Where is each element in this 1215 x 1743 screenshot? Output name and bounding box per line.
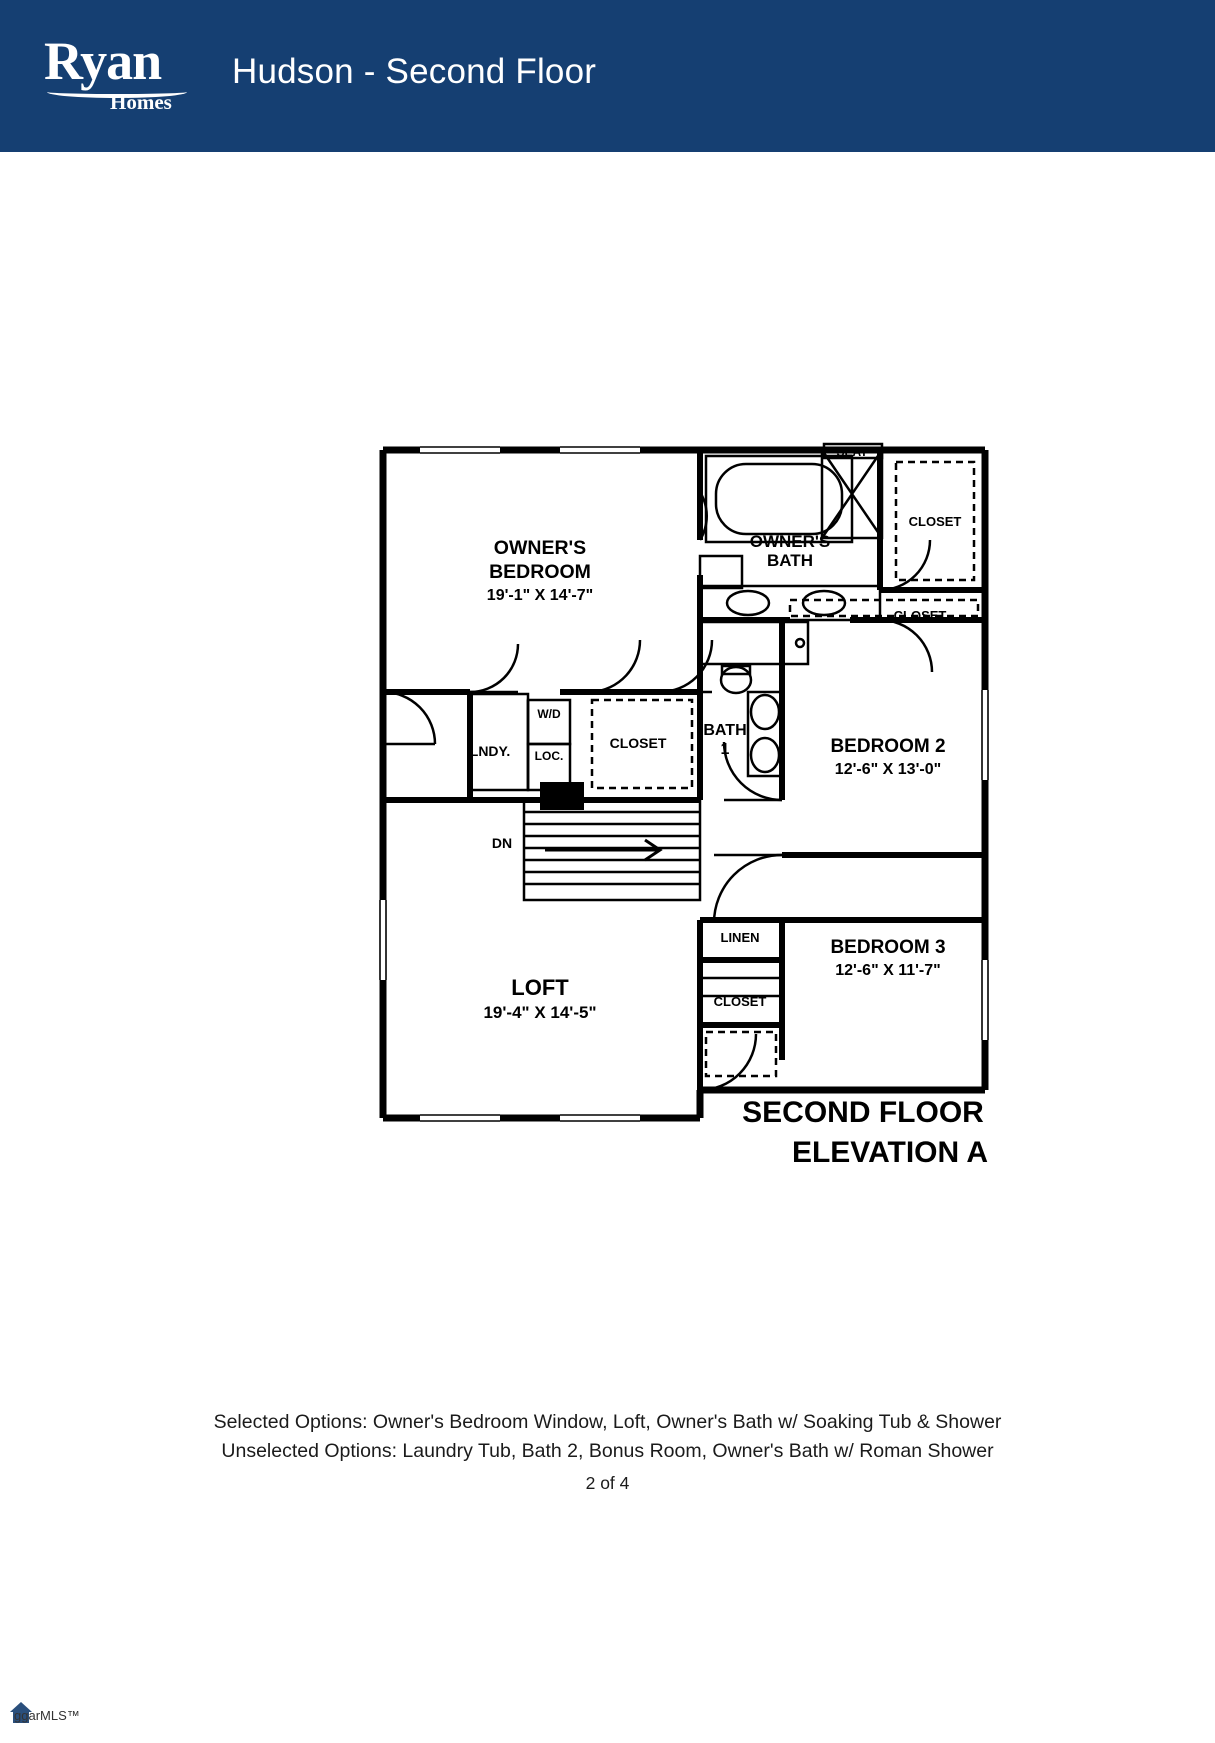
room-label-bath-1: BATH [703, 722, 747, 739]
label-linen: LINEN [720, 930, 760, 945]
room-label-bedroom-3: BEDROOM 3 [830, 937, 946, 958]
mls-label: ggarMLS™ [14, 1708, 80, 1723]
room-label-owners-bath-2: BATH [767, 551, 813, 570]
label-stairs-down: DN [491, 835, 513, 851]
logo-sub-text: Homes [110, 90, 172, 114]
room-dims-bedroom-2: 12'-6" X 13'-0" [834, 761, 942, 778]
room-dims-owners-bedroom: 19'-1" X 14'-7" [486, 587, 594, 604]
label-closet-owners-big: CLOSET [908, 514, 962, 529]
room-label-bedroom-2: BEDROOM 2 [830, 736, 946, 757]
room-label-owners-bedroom-2: BEDROOM [489, 561, 591, 583]
label-closet-owners-small: CLOSET [893, 608, 947, 623]
label-washer-dryer: W/D [537, 707, 561, 721]
page-number: 2 of 4 [585, 1473, 630, 1493]
label-closet-bedroom-3: CLOSET [713, 994, 767, 1009]
page-title: Hudson - Second Floor [232, 52, 597, 91]
mls-watermark [10, 1700, 130, 1734]
plan-caption-line1: SECOND FLOOR [742, 1096, 984, 1129]
logo-brand-text: Ryan [44, 31, 162, 91]
label-closet-hall: CLOSET [609, 735, 667, 751]
options-notes [0, 1408, 1215, 1498]
room-dims-bedroom-3: 12'-6" X 11'-7" [835, 962, 941, 979]
plan-caption-line2: ELEVATION A [791, 1136, 989, 1169]
selected-options-text: Selected Options: Owner's Bedroom Window, Loft, Owner's Bath w/ Soaking Tub & Shower [213, 1411, 1002, 1433]
room-dims-loft: 19'-4" X 14'-5" [483, 1003, 597, 1022]
room-label-loft: LOFT [511, 975, 569, 1000]
label-laundry: LNDY. [469, 743, 511, 759]
label-seat: SEAT [836, 445, 868, 459]
bath-1-number: 1 [720, 741, 730, 758]
room-label-owners-bath: OWNER'S [749, 532, 831, 551]
unselected-options-text: Unselected Options: Laundry Tub, Bath 2, Bonus Room, Owner's Bath w/ Roman Shower [221, 1440, 994, 1462]
label-loc: LOC. [534, 749, 564, 763]
room-label-owners-bedroom: OWNER'S [493, 537, 587, 559]
